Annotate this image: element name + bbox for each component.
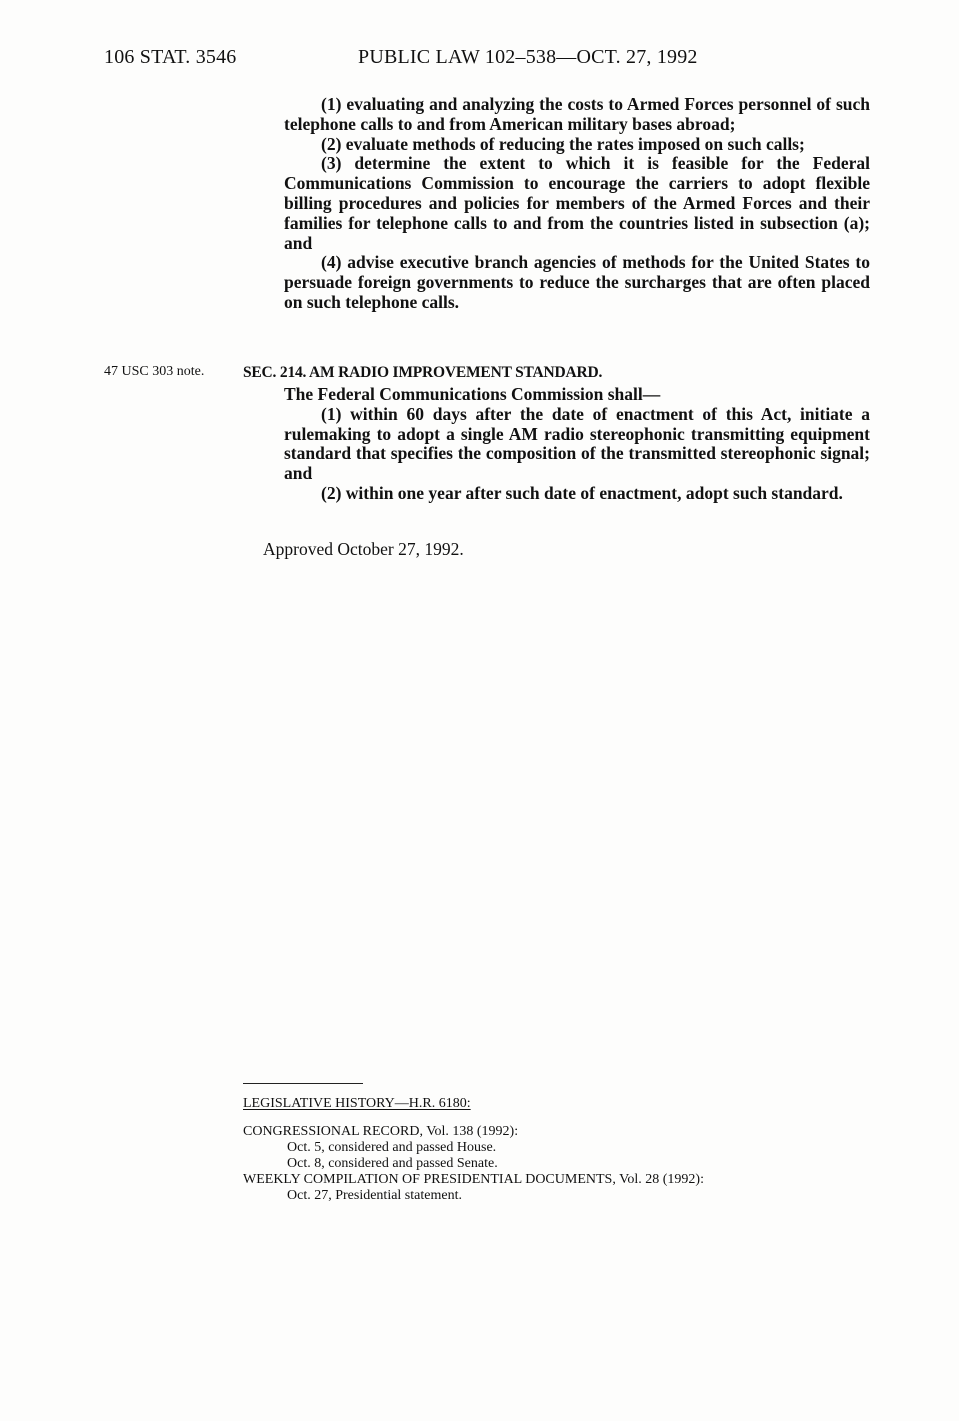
legislative-history-title: LEGISLATIVE HISTORY—H.R. 6180: [243,1096,471,1111]
statute-page-reference: 106 STAT. 3546 [104,46,237,68]
section-item-1: (1) within 60 days after the date of enactment of this Act, initiate a rulemaking to adopt a single AM radio stereophonic transmitting equipment standard that specifies the composition of the transmitted stereophonic signal; and [284,403,870,484]
section-intro: The Federal Communications Commission shall— [284,384,661,404]
weekly-compilation-heading: WEEKLY COMPILATION OF PRESIDENTIAL DOCUMENTS, Vol. 28 (1992): [243,1172,704,1187]
paragraph-3: (3) determine the extent to which it is feasible for the Federal Communications Commission to encourage the carriers to adopt flexible billing procedures and policies for members of the Armed Forces and their families for telephone calls to and from the countries listed in subsection (a); and [284,153,870,253]
public-law-header: PUBLIC LAW 102–538—OCT. 27, 1992 [358,46,698,68]
cr-entry: Oct. 5, considered and passed House. [287,1140,497,1155]
divider-rule [243,1083,363,1084]
paragraph-4: (4) advise executive branch agencies of methods for the United States to persuade foreign governments to reduce the surcharges that are often placed on such telephone calls. [284,252,870,312]
margin-note: 47 USC 303 note. [104,364,205,379]
section-body [284,385,870,504]
section-heading: SEC. 214. AM RADIO IMPROVEMENT STANDARD. [243,364,603,381]
section-item-2: (2) within one year after such date of enactment, adopt such standard. [321,482,843,503]
cr-entry: Oct. 8, considered and passed Senate. [287,1156,498,1171]
wc-entry: Oct. 27, Presidential statement. [287,1188,462,1203]
legislative-history [243,1096,863,1204]
congressional-record-heading: CONGRESSIONAL RECORD, Vol. 138 (1992): [243,1124,519,1139]
paragraph-2: (2) evaluate methods of reducing the rates imposed on such calls; [321,133,805,154]
paragraph-1: (1) evaluating and analyzing the costs to Armed Forces personnel of such telephone calls to and from American military bases abroad; [284,94,870,134]
approval-date: Approved October 27, 1992. [263,539,464,559]
top-paragraphs [284,95,870,313]
